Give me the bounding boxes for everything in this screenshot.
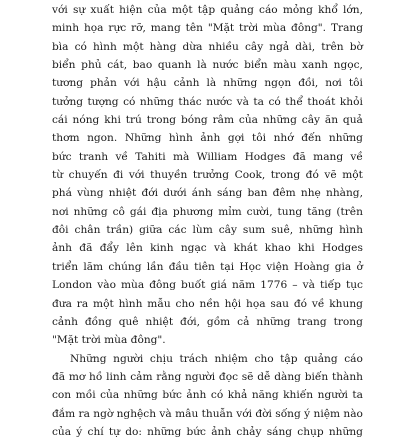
word: mơ bbox=[68, 370, 86, 383]
word: rằng bbox=[156, 370, 182, 383]
word: nhiệt bbox=[108, 187, 137, 200]
word: nơi bbox=[325, 77, 342, 90]
word: ngọc, bbox=[333, 59, 363, 72]
word: sum bbox=[242, 224, 266, 237]
word: mang bbox=[313, 150, 344, 163]
word: đọc bbox=[218, 370, 239, 383]
word: về bbox=[350, 150, 363, 163]
word: với bbox=[236, 407, 252, 420]
word: quê bbox=[118, 315, 139, 328]
text-line bbox=[52, 239, 363, 257]
word: nóng bbox=[72, 114, 100, 127]
word: sau bbox=[270, 297, 289, 310]
word: tập bbox=[280, 352, 298, 365]
word: giữa bbox=[139, 224, 163, 237]
word: về bbox=[311, 297, 325, 310]
word: những bbox=[123, 389, 158, 402]
word: hình bbox=[118, 297, 143, 310]
text-line: "Mặt trời mùa đông". bbox=[52, 334, 166, 347]
word: tập bbox=[197, 4, 216, 16]
word: phá bbox=[52, 187, 72, 200]
word: Hodges bbox=[322, 242, 363, 255]
word: trong bbox=[146, 114, 177, 127]
word: dài, bbox=[295, 40, 316, 53]
word: của bbox=[52, 425, 72, 438]
word: London bbox=[52, 279, 93, 292]
word: "Mặt bbox=[207, 22, 235, 35]
word: lên bbox=[126, 242, 143, 255]
word: triển bbox=[52, 260, 79, 273]
word: tên bbox=[185, 22, 203, 35]
word: rỡ, bbox=[131, 22, 146, 35]
word: quanh bbox=[157, 59, 192, 72]
word: của bbox=[100, 389, 120, 402]
word: mẫu bbox=[147, 297, 171, 310]
text-line bbox=[52, 203, 363, 221]
paragraph-2 bbox=[52, 350, 363, 441]
word: ban bbox=[247, 187, 268, 200]
word: người bbox=[184, 370, 216, 383]
word: 1776 bbox=[260, 279, 288, 292]
word: ngọn bbox=[264, 77, 292, 90]
word: vùng bbox=[77, 187, 104, 200]
word: quả bbox=[342, 114, 363, 127]
word: người bbox=[317, 389, 348, 402]
word: những bbox=[73, 205, 108, 218]
word: bức bbox=[162, 389, 182, 402]
word: đã bbox=[292, 150, 306, 163]
word: hình bbox=[339, 224, 363, 237]
text-line bbox=[52, 166, 363, 184]
word: buốt bbox=[181, 279, 206, 292]
word: khổ bbox=[318, 4, 338, 16]
word: con bbox=[52, 389, 72, 402]
word: tục bbox=[345, 279, 363, 292]
word: lãm bbox=[83, 260, 104, 273]
paragraph-1 bbox=[52, 1, 363, 350]
word: trần) bbox=[106, 224, 134, 237]
word: Trang bbox=[330, 22, 363, 35]
word: giá bbox=[210, 279, 227, 292]
word: với bbox=[128, 169, 145, 182]
word: xuất bbox=[90, 4, 114, 16]
text-line bbox=[52, 350, 363, 368]
word: cáo bbox=[259, 4, 278, 16]
word: phản bbox=[90, 77, 117, 90]
word: Những bbox=[124, 132, 162, 145]
word: quảng bbox=[220, 4, 254, 16]
word: dễ bbox=[257, 370, 271, 383]
word: đã bbox=[79, 242, 93, 255]
word: rực bbox=[108, 22, 127, 35]
word: chân bbox=[74, 224, 101, 237]
word: nhớ bbox=[273, 132, 294, 145]
word: cảm bbox=[130, 370, 153, 383]
word: lớn, bbox=[343, 4, 363, 16]
word: tượng bbox=[87, 95, 119, 108]
word: ngả bbox=[269, 40, 290, 53]
word: ra bbox=[76, 297, 89, 310]
word: của bbox=[238, 114, 258, 127]
word: hiện bbox=[119, 4, 143, 16]
word: trên bbox=[321, 40, 344, 53]
word: – bbox=[292, 279, 298, 292]
word: tôi bbox=[348, 77, 363, 90]
word: cho bbox=[175, 297, 195, 310]
word: khát bbox=[233, 242, 258, 255]
word: bờ bbox=[349, 40, 363, 53]
word: William bbox=[196, 150, 238, 163]
word: tại bbox=[220, 260, 235, 273]
word: đã bbox=[52, 370, 66, 383]
word: phủ bbox=[81, 59, 102, 72]
word: vẽ bbox=[324, 169, 337, 182]
word: những bbox=[223, 77, 258, 90]
word: và bbox=[302, 279, 315, 292]
word: một bbox=[93, 297, 114, 310]
word: viện bbox=[266, 260, 289, 273]
word: minh bbox=[52, 22, 80, 35]
word: nhàng, bbox=[326, 187, 363, 200]
word: hậu bbox=[146, 77, 167, 90]
word: những bbox=[139, 95, 174, 108]
word: bao bbox=[132, 59, 153, 72]
word: thác bbox=[178, 95, 202, 108]
word: chịu bbox=[149, 352, 173, 365]
word: lần bbox=[146, 260, 164, 273]
word: đới bbox=[141, 187, 159, 200]
word: đồi, bbox=[298, 77, 319, 90]
word: trưởng bbox=[192, 169, 230, 182]
word: râm bbox=[212, 114, 235, 127]
text-line bbox=[52, 313, 363, 331]
text-line bbox=[52, 295, 363, 313]
text-line bbox=[52, 405, 363, 423]
word: địa bbox=[151, 205, 168, 218]
word: Hodges bbox=[244, 150, 286, 163]
word: thuẫn bbox=[201, 407, 233, 420]
word: cô bbox=[112, 205, 125, 218]
word: ảnh bbox=[211, 425, 232, 438]
word: đôi bbox=[52, 224, 69, 237]
word: khao bbox=[264, 242, 291, 255]
word: tự bbox=[108, 425, 120, 438]
word: là bbox=[197, 59, 207, 72]
word: về bbox=[115, 150, 128, 163]
word: ý bbox=[304, 407, 311, 420]
word: hàng bbox=[149, 40, 177, 53]
word: tranh bbox=[78, 150, 109, 163]
word: trong bbox=[270, 169, 301, 182]
word: nhẹ bbox=[300, 187, 321, 200]
word: nhiệt bbox=[145, 315, 174, 328]
word: những bbox=[256, 315, 291, 328]
word: chúng bbox=[108, 260, 142, 273]
word: bìa bbox=[52, 40, 69, 53]
word: gợi bbox=[227, 132, 245, 145]
word: bức bbox=[52, 150, 72, 163]
word: là bbox=[206, 77, 217, 90]
word: khung bbox=[329, 297, 363, 310]
word: thành bbox=[331, 370, 363, 383]
word: trú bbox=[125, 114, 142, 127]
word: biển bbox=[52, 59, 76, 72]
word: ra bbox=[78, 407, 90, 420]
word: sáng bbox=[266, 425, 293, 438]
word: đời bbox=[255, 407, 272, 420]
word: tưởng bbox=[52, 95, 84, 108]
word: những bbox=[328, 132, 363, 145]
word: và bbox=[236, 95, 249, 108]
word: gái bbox=[129, 205, 147, 218]
word: có bbox=[74, 40, 87, 53]
word: có bbox=[123, 95, 136, 108]
word: sống bbox=[275, 407, 301, 420]
word: sự bbox=[72, 4, 86, 16]
word: lùm bbox=[192, 224, 213, 237]
word: vào bbox=[97, 279, 116, 292]
word: những bbox=[147, 425, 182, 438]
word: mùa bbox=[121, 279, 145, 292]
word: gia bbox=[334, 260, 352, 273]
word: những bbox=[299, 224, 334, 237]
word: đông". bbox=[291, 22, 327, 35]
word: ngon. bbox=[87, 132, 118, 145]
word: Những bbox=[70, 352, 107, 365]
word: nền bbox=[199, 297, 220, 310]
word: đồng bbox=[84, 315, 112, 328]
word: chí bbox=[87, 425, 104, 438]
word: ta bbox=[253, 95, 264, 108]
word: tiếp bbox=[319, 279, 341, 292]
word: cây bbox=[301, 114, 321, 127]
word: mồi bbox=[75, 389, 96, 402]
word: cát, bbox=[107, 59, 128, 72]
text-line bbox=[52, 148, 363, 166]
word: ở bbox=[356, 260, 363, 273]
word: đưa bbox=[52, 297, 72, 310]
word: một bbox=[342, 169, 363, 182]
word: ảnh bbox=[200, 132, 221, 145]
word: và bbox=[159, 407, 172, 420]
word: Học bbox=[239, 260, 261, 273]
word: chảy bbox=[236, 425, 262, 438]
word: họa bbox=[246, 297, 266, 310]
text-line bbox=[52, 368, 363, 386]
word: những bbox=[328, 425, 363, 438]
word: những bbox=[262, 114, 297, 127]
word: mang bbox=[150, 22, 181, 35]
word: xanh bbox=[302, 59, 328, 72]
word: Cook, bbox=[234, 169, 266, 182]
word: một bbox=[171, 4, 193, 16]
word: dừa bbox=[182, 40, 203, 53]
word: khiến bbox=[283, 389, 314, 402]
word: thể bbox=[285, 95, 303, 108]
word: đông bbox=[149, 279, 176, 292]
word: sáng bbox=[216, 187, 243, 200]
word: tung bbox=[277, 205, 303, 218]
word: cảnh bbox=[173, 77, 200, 90]
word: suê, bbox=[271, 224, 294, 237]
word: khỏi bbox=[339, 95, 363, 108]
word: nhiều bbox=[208, 40, 239, 53]
word: Hoàng bbox=[293, 260, 330, 273]
word: nào bbox=[343, 407, 363, 420]
word: nhiệm bbox=[214, 352, 248, 365]
word: Tahiti bbox=[135, 150, 166, 163]
word: dàng bbox=[274, 370, 301, 383]
word: với bbox=[123, 77, 140, 90]
word: hội bbox=[224, 297, 242, 310]
word: dưới bbox=[163, 187, 187, 200]
word: cho bbox=[254, 352, 274, 365]
word: mâu bbox=[175, 407, 199, 420]
text-line bbox=[52, 111, 363, 129]
word: ánh bbox=[191, 187, 212, 200]
word: sẽ bbox=[241, 370, 254, 383]
word: phương bbox=[172, 205, 214, 218]
word: có bbox=[210, 389, 224, 402]
text-line bbox=[52, 56, 363, 74]
word: một bbox=[122, 40, 144, 53]
word: đó bbox=[305, 169, 319, 182]
word: nước bbox=[206, 95, 233, 108]
word: trời bbox=[239, 22, 259, 35]
word: năm bbox=[231, 279, 256, 292]
word: ta bbox=[352, 389, 363, 402]
word: cây bbox=[218, 224, 237, 237]
word: mỉm bbox=[218, 205, 242, 218]
word: từ bbox=[52, 169, 64, 182]
word: trang bbox=[297, 315, 327, 328]
word: tiên bbox=[194, 260, 215, 273]
word: trong bbox=[333, 315, 363, 328]
word: người bbox=[113, 352, 144, 365]
word: nước bbox=[212, 59, 239, 72]
text-line bbox=[52, 38, 363, 56]
word: ý bbox=[76, 425, 83, 438]
word: bóng bbox=[180, 114, 208, 127]
word: khả bbox=[227, 389, 248, 402]
word: thuyền bbox=[150, 169, 188, 182]
word: cáo bbox=[344, 352, 363, 365]
word: chuyến bbox=[68, 169, 108, 182]
word: trách bbox=[179, 352, 208, 365]
word: bức bbox=[186, 425, 206, 438]
text-line bbox=[52, 74, 363, 92]
body-text bbox=[52, 1, 363, 441]
word: hình bbox=[168, 132, 193, 145]
word: niệm bbox=[313, 407, 341, 420]
word: linh bbox=[106, 370, 127, 383]
text-line bbox=[52, 423, 363, 441]
word: họa bbox=[83, 22, 104, 35]
word: đó bbox=[293, 297, 308, 310]
word: đến bbox=[301, 132, 322, 145]
word: đêm bbox=[272, 187, 296, 200]
word: tăng bbox=[307, 205, 332, 218]
word: ảnh bbox=[186, 389, 207, 402]
word: (trên bbox=[336, 205, 363, 218]
word: ngạc bbox=[180, 242, 207, 255]
word: quảng bbox=[304, 352, 338, 365]
word: nơi bbox=[52, 205, 69, 218]
word: ngờ bbox=[93, 407, 114, 420]
word: hình bbox=[92, 40, 117, 53]
word: nghệch bbox=[116, 407, 157, 420]
word: năng bbox=[251, 389, 279, 402]
word: cả bbox=[237, 315, 250, 328]
word: kinh bbox=[150, 242, 174, 255]
word: đẩy bbox=[99, 242, 119, 255]
word: mùa bbox=[262, 22, 287, 35]
text-line bbox=[52, 19, 363, 37]
text-line bbox=[52, 93, 363, 111]
text-line bbox=[52, 1, 363, 19]
word: cái bbox=[52, 114, 68, 127]
word: biển bbox=[244, 59, 268, 72]
word: khi bbox=[104, 114, 121, 127]
word: gồm bbox=[206, 315, 231, 328]
word: đắm bbox=[52, 407, 76, 420]
word: thơm bbox=[52, 132, 80, 145]
word: thoát bbox=[307, 95, 336, 108]
word: mỏng bbox=[282, 4, 313, 16]
word: chụp bbox=[297, 425, 324, 438]
word: đi bbox=[113, 169, 124, 182]
word: màu bbox=[273, 59, 297, 72]
word: cảnh bbox=[52, 315, 78, 328]
word: mà bbox=[172, 150, 190, 163]
word: đầu bbox=[168, 260, 189, 273]
word: do: bbox=[125, 425, 142, 438]
word: với bbox=[52, 4, 68, 16]
text-line bbox=[52, 276, 363, 294]
text-line bbox=[52, 221, 363, 239]
word: ăn bbox=[324, 114, 339, 127]
word: tôi bbox=[252, 132, 267, 145]
word: cười, bbox=[246, 205, 273, 218]
word: của bbox=[147, 4, 167, 16]
text-line bbox=[52, 258, 363, 276]
word: đới, bbox=[180, 315, 200, 328]
word: các bbox=[168, 224, 187, 237]
text-line bbox=[52, 386, 363, 404]
word: khi bbox=[298, 242, 315, 255]
word: và bbox=[214, 242, 227, 255]
word: ảnh bbox=[52, 242, 72, 255]
text-line bbox=[52, 129, 363, 147]
word: hồ bbox=[89, 370, 103, 383]
word: tương bbox=[52, 77, 84, 90]
word: biến bbox=[304, 370, 329, 383]
text-line bbox=[52, 184, 363, 202]
word: cây bbox=[244, 40, 264, 53]
word: có bbox=[268, 95, 281, 108]
